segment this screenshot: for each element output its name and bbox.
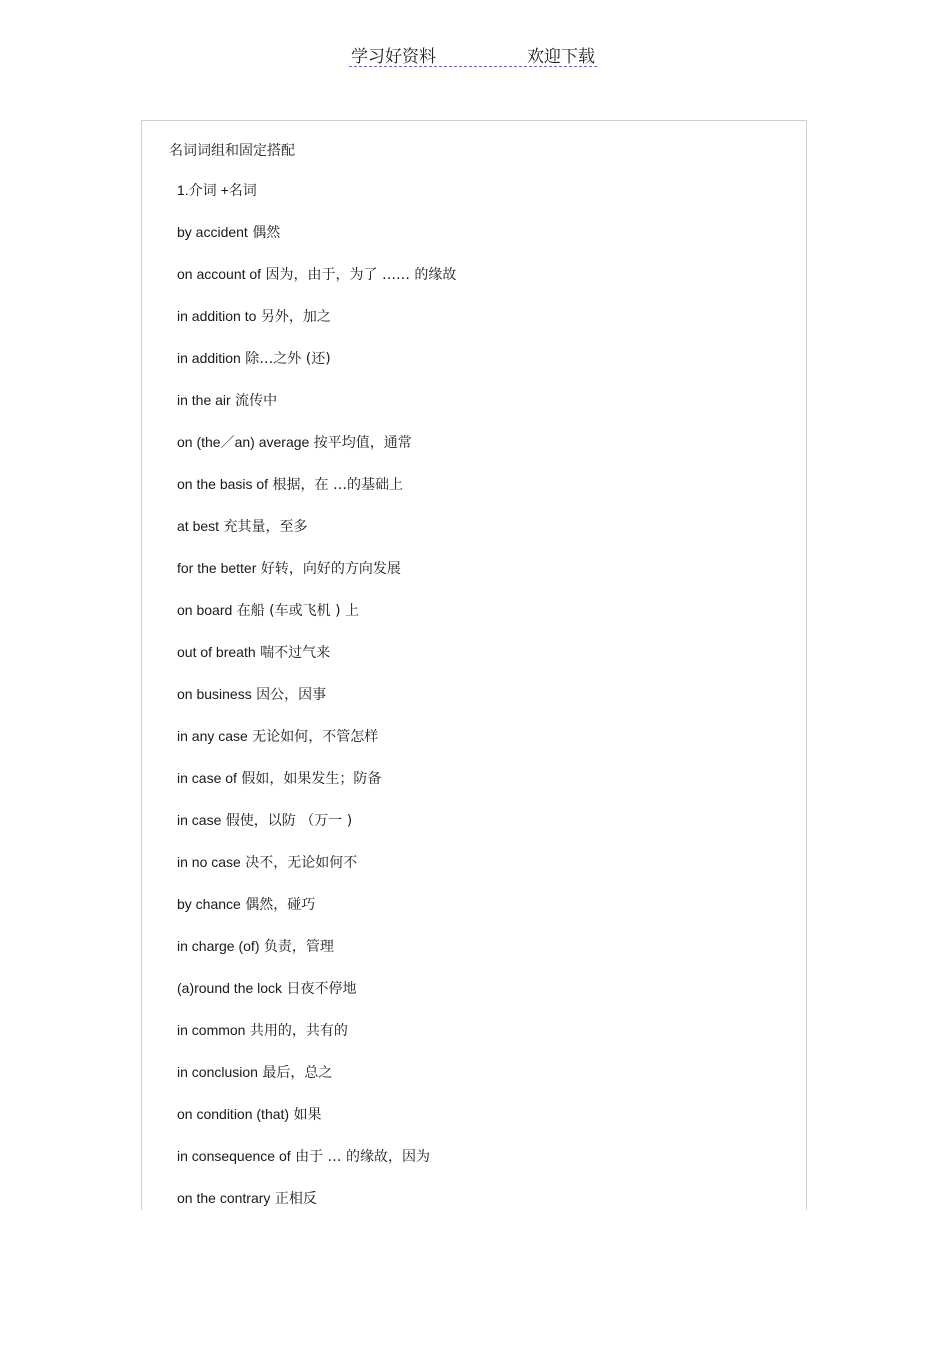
phrase-chinese: 因公，因事	[251, 687, 327, 703]
page-header	[349, 40, 597, 67]
phrase-english: on board	[177, 602, 233, 618]
phrase-english: in case of	[177, 770, 237, 786]
list-item	[177, 980, 456, 1022]
phrase-english: in no case	[177, 854, 241, 870]
phrase-chinese: 无论如何，不管怎样	[247, 729, 379, 745]
list-item	[177, 182, 456, 224]
list-item	[177, 854, 456, 896]
phrase-english: (a)round the lock	[177, 980, 283, 996]
phrase-english: in consequence of	[177, 1148, 291, 1164]
phrase-list	[177, 182, 456, 1210]
list-item	[177, 1148, 456, 1190]
phrase-english: on business	[177, 686, 252, 702]
phrase-chinese: 最后，总之	[257, 1065, 333, 1081]
list-item	[177, 896, 456, 938]
list-item	[177, 392, 456, 434]
list-item	[177, 350, 456, 392]
phrase-english: in conclusion	[177, 1064, 258, 1080]
phrase-chinese: 在船 (车或飞机 ) 上	[232, 603, 360, 619]
phrase-chinese: 好转，向好的方向发展	[256, 561, 401, 577]
phrase-chinese: 除…之外 (还)	[240, 351, 331, 367]
phrase-chinese: 另外，加之	[256, 309, 331, 325]
phrase-chinese: 充其量，至多	[219, 519, 308, 535]
phrase-chinese: 共用的，共有的	[245, 1023, 348, 1039]
list-item	[177, 518, 456, 560]
phrase-english: in any case	[177, 728, 248, 744]
list-item	[177, 1064, 456, 1106]
list-item	[177, 728, 456, 770]
phrase-chinese: 喘不过气来	[255, 645, 331, 661]
list-item	[177, 602, 456, 644]
phrase-english: at best	[177, 518, 220, 534]
phrase-english: by chance	[177, 896, 241, 912]
phrase-chinese: 偶然，碰巧	[240, 897, 316, 913]
list-item	[177, 476, 456, 518]
phrase-english: in common	[177, 1022, 246, 1038]
phrase-english: out of breath	[177, 644, 256, 660]
phrase-english: on account of	[177, 266, 262, 282]
phrase-chinese: 负责，管理	[259, 939, 334, 955]
list-item	[177, 686, 456, 728]
list-item	[177, 812, 456, 854]
phrase-english: by accident	[177, 224, 248, 240]
list-item	[177, 1106, 456, 1148]
phrase-chinese: 按平均值，通常	[309, 435, 412, 451]
phrase-english: in the air	[177, 392, 231, 408]
list-item	[177, 1190, 456, 1210]
phrase-chinese: 假使，以防 （万一 )	[221, 813, 353, 829]
list-item	[177, 308, 456, 350]
phrase-chinese: 偶然	[247, 225, 281, 241]
list-item	[177, 560, 456, 602]
phrase-chinese: 日夜不停地	[282, 981, 357, 997]
phrase-chinese: 因为，由于，为了 …… 的缘故	[261, 267, 457, 283]
list-item	[177, 1022, 456, 1064]
list-item	[177, 266, 456, 308]
content-box	[141, 120, 807, 1210]
phrase-chinese: 正相反	[270, 1191, 317, 1207]
phrase-english: on condition (that)	[177, 1106, 290, 1122]
list-item	[177, 224, 456, 266]
phrase-english: on the basis of	[177, 476, 269, 492]
list-item	[177, 938, 456, 980]
list-item	[177, 770, 456, 812]
phrase-english: on (the／an) average	[177, 434, 310, 450]
phrase-chinese: 根据，在 …的基础上	[268, 477, 403, 493]
phrase-chinese: 由于 … 的缘故，因为	[290, 1149, 430, 1165]
section-title: 名词词组和固定搭配	[169, 143, 295, 159]
phrase-english: in addition	[177, 350, 241, 366]
header-right-text: 欢迎下载	[527, 47, 595, 67]
phrase-chinese: 假如，如果发生；防备	[236, 771, 382, 787]
phrase-english: 1.介词 +名词	[177, 182, 257, 198]
phrase-english: on the contrary	[177, 1190, 271, 1206]
phrase-english: in case	[177, 812, 222, 828]
phrase-chinese: 如果	[289, 1107, 322, 1123]
phrase-english: in charge (of)	[177, 938, 260, 954]
phrase-chinese: 决不，无论如何不	[240, 855, 358, 871]
phrase-english: for the better	[177, 560, 257, 576]
list-item	[177, 434, 456, 476]
phrase-chinese: 流传中	[230, 393, 278, 409]
phrase-english: in addition to	[177, 308, 257, 324]
header-left-text: 学习好资料	[351, 47, 436, 67]
list-item	[177, 644, 456, 686]
